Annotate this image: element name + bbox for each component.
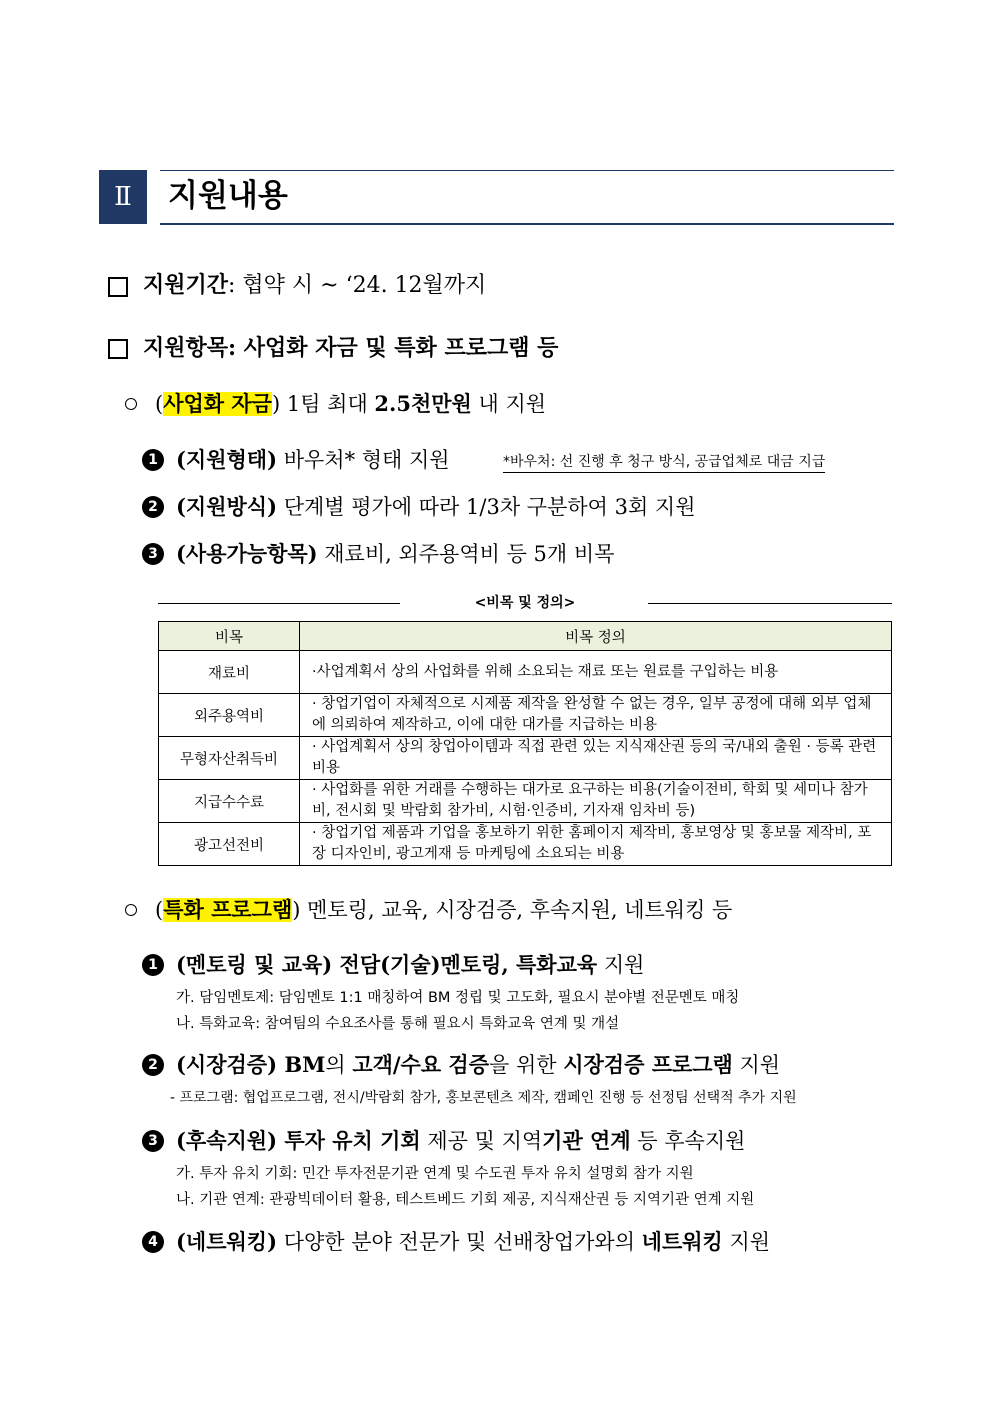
number-badge-3 bbox=[142, 543, 164, 565]
bullet-label: (지원방식) bbox=[176, 494, 278, 519]
sub-item: 가. 담임멘토제: 담임멘토 1:1 매칭하여 BM 정립 및 고도화, 필요시 분야별 전문멘토 매칭 bbox=[176, 990, 740, 1006]
bullet-part: 투자 유치 기회 bbox=[277, 1128, 421, 1153]
bullet-part: 지원 bbox=[722, 1230, 771, 1254]
section-title: 지원내용 bbox=[168, 178, 288, 214]
header-line-top bbox=[160, 170, 894, 171]
funding-text-b: 내 지원 bbox=[471, 392, 547, 416]
row-name: 재료비 bbox=[159, 651, 300, 694]
header-cell: 비목 bbox=[159, 622, 300, 651]
bullet-part: 의 bbox=[325, 1053, 353, 1077]
expense-table bbox=[158, 621, 892, 866]
bullet-part: 기관 연계 bbox=[542, 1128, 631, 1153]
program-close-paren: ) bbox=[292, 898, 301, 922]
bullet-text: 바우처* 형태 지원 bbox=[277, 448, 450, 472]
items-label: 지원항목 bbox=[143, 336, 229, 361]
table-row bbox=[159, 651, 892, 694]
row-name: 광고선전비 bbox=[159, 823, 300, 866]
number-p1: 1 bbox=[148, 957, 158, 973]
number-badge-p4 bbox=[142, 1231, 164, 1253]
bullet-text: 단계별 평가에 따라 1/3차 구분하여 3회 지원 bbox=[277, 495, 696, 519]
bullet-part: 지원 bbox=[732, 1053, 781, 1077]
period-label: 지원기간 bbox=[143, 273, 229, 298]
number-badge-p1 bbox=[142, 954, 164, 976]
voucher-note: *바우처: 선 진행 후 청구 방식, 공급업체로 대금 지급 bbox=[503, 452, 825, 473]
bullet-part: 을 위한 bbox=[489, 1053, 564, 1077]
items-text: : 사업화 자금 및 특화 프로그램 등 bbox=[228, 335, 559, 361]
row-name: 지급수수료 bbox=[159, 780, 300, 823]
number-badge-1 bbox=[142, 449, 164, 471]
table-row bbox=[159, 823, 892, 866]
bullet-part: 등 후속지원 bbox=[630, 1129, 746, 1153]
circle-bullet-funding bbox=[125, 398, 137, 410]
items-row bbox=[143, 333, 558, 364]
bullet-bold: 전담(기술)멘토링, 특화교육 bbox=[332, 952, 598, 977]
row-def: · 창업기업이 자체적으로 시제품 제작을 완성할 수 없는 경우, 일부 공정에 대해 외부 업체에 의뢰하여 제작하고, 이에 대한 대가를 지급하는 비용 bbox=[300, 694, 892, 737]
program-highlight: 특화 프로그램 bbox=[163, 898, 293, 922]
row-def: · 창업기업 제품과 기업을 홍보하기 위한 홈페이지 제작비, 홍보영상 및 홍보물 제작비, 포장 디자인비, 광고게재 등 마케팅에 소요되는 비용 bbox=[300, 823, 892, 866]
program-text: 멘토링, 교육, 시장검증, 후속지원, 네트워킹 등 bbox=[300, 898, 733, 922]
checkbox-square-items bbox=[108, 339, 128, 359]
table-row bbox=[159, 737, 892, 780]
funding-text-a: 1팀 최대 bbox=[280, 392, 375, 416]
bullet-part: 네트워킹 bbox=[641, 1229, 723, 1254]
bullet-part: 시장검증 프로그램 bbox=[563, 1052, 733, 1077]
table-row bbox=[159, 694, 892, 737]
circle-bullet-program bbox=[125, 904, 137, 916]
bullet-label: (사용가능항목) bbox=[176, 541, 318, 566]
program-bullet-2 bbox=[176, 1051, 780, 1079]
program-bullet-3 bbox=[176, 1127, 745, 1155]
number-p3: 3 bbox=[148, 1133, 158, 1149]
period-row bbox=[143, 271, 486, 301]
program-open-paren: ( bbox=[155, 898, 164, 922]
row-def: ·사업계획서 상의 사업화를 위해 소요되는 재료 또는 원료를 구입하는 비용 bbox=[300, 651, 892, 694]
number-p4: 4 bbox=[148, 1234, 158, 1250]
bullet-part: BM bbox=[277, 1052, 326, 1077]
number-badge-p3 bbox=[142, 1130, 164, 1152]
bullet-text: 지원 bbox=[597, 953, 645, 977]
section-number: Ⅱ bbox=[114, 182, 132, 212]
bullet-label: (멘토링 및 교육) bbox=[176, 952, 333, 977]
bullet-label: (시장검증) bbox=[176, 1052, 278, 1077]
bullet-label: (지원형태) bbox=[176, 447, 278, 472]
table-header-row bbox=[159, 622, 892, 651]
row-name: 외주용역비 bbox=[159, 694, 300, 737]
funding-bullet-2 bbox=[176, 493, 696, 521]
sub-item: - 프로그램: 협업프로그램, 전시/박람회 참가, 홍보콘텐츠 제작, 캠페인 진행 등 선정팀 선택적 추가 지원 bbox=[170, 1090, 797, 1106]
section-number-badge bbox=[99, 170, 147, 224]
bullet-part: 다양한 분야 전문가 및 선배창업가와의 bbox=[277, 1230, 642, 1254]
header-cell: 비목 정의 bbox=[300, 622, 892, 651]
sub-item: 나. 기관 연계: 관광빅데이터 활용, 테스트베드 기회 제공, 지식재산권 등 지역기관 연계 지원 bbox=[176, 1192, 755, 1208]
row-def: · 사업계획서 상의 창업아이템과 직접 관련 있는 지식재산권 등의 국/내외 출원 · 등록 관련 비용 bbox=[300, 737, 892, 780]
number-p2: 2 bbox=[148, 1057, 158, 1073]
bullet-part: 고객/수요 검증 bbox=[352, 1052, 490, 1077]
bullet-label: (후속지원) bbox=[176, 1128, 278, 1153]
table-caption: <비목 및 정의> bbox=[474, 595, 576, 611]
table-row bbox=[159, 780, 892, 823]
funding-bullet-1 bbox=[176, 446, 450, 474]
bullet-text: 재료비, 외주용역비 등 5개 비목 bbox=[317, 542, 615, 566]
funding-open-paren: ( bbox=[155, 392, 164, 416]
checkbox-square-period bbox=[108, 277, 128, 297]
number-badge-2 bbox=[142, 496, 164, 518]
program-bullet-4 bbox=[176, 1228, 770, 1256]
number-2: 2 bbox=[148, 499, 158, 515]
funding-close-paren: ) bbox=[271, 392, 281, 416]
sub-item: 가. 투자 유치 기회: 민간 투자전문기관 연계 및 수도권 투자 유치 설명회 참가 지원 bbox=[176, 1166, 694, 1182]
number-3: 3 bbox=[148, 546, 158, 562]
sub-item: 나. 특화교육: 참여팀의 수요조사를 통해 필요시 특화교육 연계 및 개설 bbox=[176, 1016, 620, 1032]
bullet-label: (네트워킹) bbox=[176, 1229, 278, 1254]
header-line-bottom bbox=[160, 223, 894, 225]
row-def: · 사업화를 위한 거래를 수행하는 대가로 요구하는 비용(기술이전비, 학회 및 세미나 참가비, 전시회 및 박람회 참가비, 시험·인증비, 기자재 임차비 등) bbox=[300, 780, 892, 823]
program-bullet-1 bbox=[176, 951, 644, 979]
funding-bullet-3 bbox=[176, 540, 614, 568]
program-row bbox=[155, 895, 732, 925]
funding-highlight: 사업화 자금 bbox=[163, 392, 272, 416]
number-1: 1 bbox=[148, 452, 158, 468]
period-text: : 협약 시 ~ ‘24. 12월까지 bbox=[228, 273, 487, 298]
number-badge-p2 bbox=[142, 1054, 164, 1076]
row-name: 무형자산취득비 bbox=[159, 737, 300, 780]
bullet-part: 제공 및 지역 bbox=[420, 1129, 543, 1153]
funding-row bbox=[155, 389, 546, 419]
funding-amount: 2.5천만원 bbox=[374, 391, 472, 416]
